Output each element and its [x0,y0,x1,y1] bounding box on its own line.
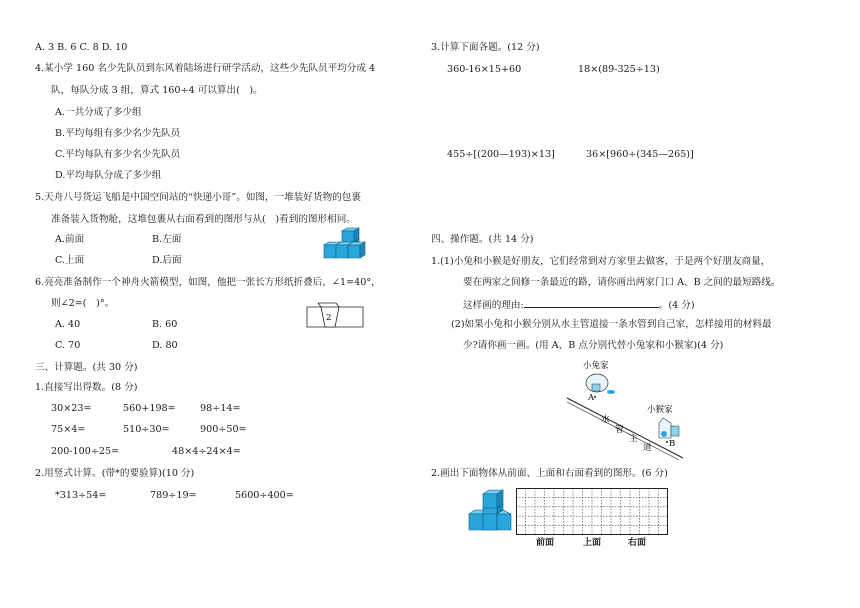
section-4-heading: 四、操作题。(共 14 分) [431,234,534,245]
calc1-title: 1.直接写出得数。(8 分) [35,382,138,393]
calc2-item-3: 5600÷400= [235,490,294,501]
pipe-char-4: 道 [643,443,652,453]
calc3-item-4: 36×[960÷(345—265)] [586,149,694,160]
drawing-grid[interactable] [516,488,668,535]
calc1-r3-a: 200-100÷25= [51,446,120,457]
op1-points: 。(4 分) [658,300,695,311]
view-label-top: 上面 [583,538,602,548]
q6-option-a: A. 40 [55,319,81,330]
rabbit-home-label: 小兔家 [583,361,609,371]
q4-option-c: C.平均每队有多少名少先队员 [55,149,181,160]
grid-dashed-lines [516,488,668,535]
pipe-char-2: 管 [615,425,624,435]
op1-line5: 少?请你画一画。(用 A、B 点分别代替小兔家和小猴家)(4 分) [463,340,724,351]
calc1-r3-b: 48×4÷24×4= [172,446,241,457]
q6-angle-label: 2 [326,313,332,323]
q4-option-b: B.平均每组有多少名少先队员 [55,128,181,139]
calc3-item-3: 455÷[(200—193)×13] [447,149,555,160]
q5-text-line1: 5.天舟八号货运飞船是中国空间站的“快递小哥”。如图，一堆装好货物的包裹 [35,192,361,203]
calc3-title: 3.计算下面各题。(12 分) [431,42,540,53]
monkey-home-label: 小猴家 [647,405,673,415]
calc1-r2-c: 900÷50= [200,424,247,435]
monkey-house-icon [659,418,679,438]
point-a-label: A [588,393,595,403]
section-3-heading: 三、计算题。(共 30 分) [35,362,138,373]
calc1-r2-b: 510÷30= [123,424,170,435]
q5-option-c: C.上面 [55,255,85,266]
op2-cube-object-figure [468,490,513,536]
q5-option-d: D.后面 [152,255,182,266]
calc2-item-1: *313÷54= [55,490,107,501]
reason-answer-blank[interactable] [524,297,659,308]
q6-folded-paper-figure [305,305,365,329]
q4-option-d: D.平均每队分成了多少组 [55,170,162,181]
q6-text-line1: 6.亮亮准备制作一个神舟火箭模型，如图，他把一张长方形纸折叠后，∠1=40°， [35,277,381,288]
calc1-r1-c: 98÷14= [200,403,241,414]
op2-title: 2.画出下面物体从前面、上面和右面看到的图形。(6 分) [431,468,668,479]
calc1-r2-a: 75×4= [51,424,86,435]
q5-cube-stack-figure [320,228,368,264]
op1-line4: (2)如果小兔和小猴分别从水主管道接一条水管到自己家，怎样接用的材料最 [451,319,772,330]
q6-option-c: C. 70 [55,340,81,351]
op1-line3 [463,297,695,312]
q6-option-d: D. 80 [152,340,178,351]
pipe-char-3: 主 [629,434,638,444]
calc1-r1-b: 560+198= [123,403,176,414]
q5-option-b: B.左面 [152,234,182,245]
view-label-front: 前面 [536,538,555,548]
calc3-item-2: 18×(89-325÷13) [578,64,660,75]
op1-line2: 要在两家之间修一条最近的路，请你画出两家门口 A、B 之间的最短路线。 [463,277,781,288]
q4-text-line2: 队，每队分成 3 组，算式 160÷4 可以算出( )。 [51,85,263,96]
q4-text-line1: 4.某小学 160 名少先队员到东风着陆场进行研学活动，这些少先队员平均分成 4 [35,63,376,74]
calc2-item-2: 789÷19= [150,490,197,501]
calc1-r1-a: 30×23= [51,403,92,414]
calc3-item-1: 360-16×15+60 [447,64,522,75]
view-label-right: 右面 [628,538,647,548]
q6-option-b: B. 60 [152,319,178,330]
q5-option-a: A.前面 [55,234,85,245]
point-b-label: B [669,439,676,449]
q3-options: A. 3 B. 6 C. 8 D. 10 [35,42,128,53]
q4-option-a: A.一共分成了多少组 [55,107,142,118]
q6-text-line2: 则∠2=( )°。 [51,298,115,309]
calc2-title: 2.用竖式计算。(带*的要验算)(10 分) [35,468,195,479]
pipe-char-1: 水 [601,415,610,425]
op1-line1: 1.(1)小兔和小猴是好朋友，它们经常到对方家里去做客，于是两个好朋友商量， [431,256,771,267]
q5-text-line2: 准备装入货物舱，这堆包裹从右面看到的图形与从( )看到的图形相同。 [51,214,356,225]
op1-reason-label: 这样画的理由: [463,300,524,311]
pipe-map-figure [555,360,690,460]
rabbit-house-icon [586,374,615,394]
